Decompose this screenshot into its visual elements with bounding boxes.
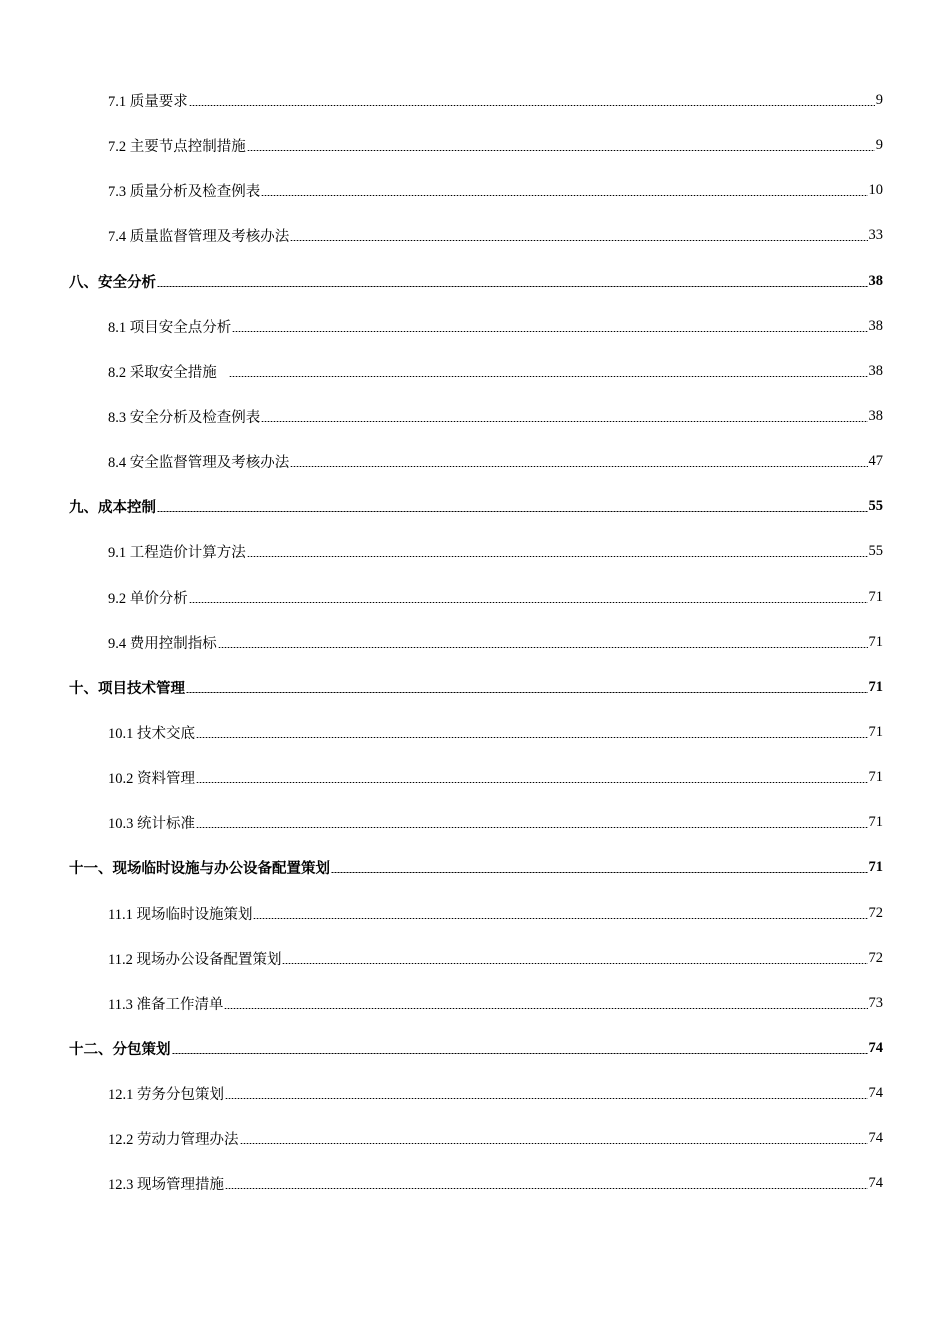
toc-leader-dots xyxy=(253,918,867,919)
toc-entry-page: 73 xyxy=(868,994,883,1011)
toc-entry[interactable] xyxy=(0,1161,950,1206)
table-of-contents xyxy=(0,78,950,1207)
toc-entry-title: 九、成本控制 xyxy=(69,500,156,517)
toc-entry-page: 74 xyxy=(868,1085,883,1102)
toc-leader-dots xyxy=(186,692,868,693)
toc-leader-dots xyxy=(229,376,868,377)
toc-entry[interactable] xyxy=(0,936,950,981)
toc-entry[interactable] xyxy=(0,575,950,620)
toc-entry[interactable] xyxy=(0,213,950,258)
toc-leader-dots xyxy=(331,872,868,873)
toc-leader-dots xyxy=(196,827,868,828)
toc-entry-title: 10.1 技术交底 xyxy=(108,726,195,743)
toc-leader-dots xyxy=(172,1053,868,1054)
toc-entry-title: 10.2 资料管理 xyxy=(108,771,195,788)
toc-entry-page: 74 xyxy=(868,1040,883,1057)
toc-entry-page: 71 xyxy=(868,633,883,650)
toc-entry-page: 71 xyxy=(868,769,883,786)
toc-entry-title: 十、项目技术管理 xyxy=(69,680,185,697)
toc-entry[interactable] xyxy=(0,620,950,665)
toc-leader-dots xyxy=(196,737,868,738)
toc-entry-title: 9.2 单价分析 xyxy=(108,590,188,607)
toc-entry-page: 10 xyxy=(868,182,883,199)
toc-entry-page: 33 xyxy=(868,227,883,244)
toc-leader-dots xyxy=(218,647,868,648)
toc-entry[interactable] xyxy=(0,1116,950,1161)
toc-leader-dots xyxy=(282,963,867,964)
toc-chapter-entry[interactable] xyxy=(0,259,950,304)
toc-entry-page: 55 xyxy=(868,543,883,560)
toc-entry-title: 8.3 安全分析及检查例表 xyxy=(108,410,261,427)
toc-entry-title: 八、安全分析 xyxy=(69,274,156,291)
toc-entry-page: 74 xyxy=(868,1130,883,1147)
toc-entry-title: 7.3 质量分析及检查例表 xyxy=(108,184,261,201)
toc-entry-page: 55 xyxy=(868,498,883,515)
toc-entry[interactable] xyxy=(0,755,950,800)
toc-entry-page: 72 xyxy=(868,904,883,921)
toc-leader-dots xyxy=(240,1143,868,1144)
toc-leader-dots xyxy=(157,286,868,287)
toc-entry-title: 7.4 质量监督管理及考核办法 xyxy=(108,229,290,246)
toc-entry[interactable] xyxy=(0,1071,950,1116)
toc-entry[interactable] xyxy=(0,123,950,168)
toc-entry-page: 38 xyxy=(868,317,883,334)
toc-entry-title: 7.2 主要节点控制措施 xyxy=(108,139,246,156)
toc-entry-title: 7.1 质量要求 xyxy=(108,94,188,111)
toc-entry-page: 71 xyxy=(868,859,883,876)
toc-entry-page: 38 xyxy=(868,362,883,379)
toc-entry-page: 71 xyxy=(868,678,883,695)
toc-entry-title: 12.3 现场管理措施 xyxy=(108,1177,224,1194)
toc-entry-page: 72 xyxy=(868,949,883,966)
toc-entry-title: 8.4 安全监督管理及考核办法 xyxy=(108,455,290,472)
toc-chapter-entry[interactable] xyxy=(0,665,950,710)
toc-chapter-entry[interactable] xyxy=(0,845,950,890)
toc-leader-dots xyxy=(247,150,875,151)
toc-leader-dots xyxy=(247,556,868,557)
toc-leader-dots xyxy=(225,1188,868,1189)
toc-leader-dots xyxy=(189,105,875,106)
toc-entry-page: 47 xyxy=(868,453,883,470)
toc-leader-dots xyxy=(224,1008,867,1009)
toc-entry[interactable] xyxy=(0,710,950,755)
toc-entry-title: 8.1 项目安全点分析 xyxy=(108,319,232,336)
toc-entry[interactable] xyxy=(0,891,950,936)
toc-leader-dots xyxy=(261,195,867,196)
toc-entry-page: 71 xyxy=(868,814,883,831)
toc-chapter-entry[interactable] xyxy=(0,484,950,529)
toc-entry-page: 74 xyxy=(868,1175,883,1192)
toc-leader-dots xyxy=(261,421,867,422)
toc-leader-dots xyxy=(225,1098,868,1099)
toc-entry-title: 11.3 准备工作清单 xyxy=(108,996,224,1013)
toc-leader-dots xyxy=(290,240,867,241)
toc-entry-title: 12.1 劳务分包策划 xyxy=(108,1087,224,1104)
toc-leader-dots xyxy=(196,782,868,783)
toc-entry-title: 12.2 劳动力管理办法 xyxy=(108,1132,239,1149)
toc-entry-title: 9.1 工程造价计算方法 xyxy=(108,545,246,562)
toc-entry-page: 38 xyxy=(868,408,883,425)
toc-entry-title: 11.1 现场临时设施策划 xyxy=(108,906,253,923)
toc-entry[interactable] xyxy=(0,349,950,394)
toc-entry[interactable] xyxy=(0,78,950,123)
toc-chapter-entry[interactable] xyxy=(0,1026,950,1071)
toc-entry[interactable] xyxy=(0,529,950,574)
toc-entry-title: 十一、现场临时设施与办公设备配置策划 xyxy=(69,861,330,878)
toc-entry-title: 9.4 费用控制指标 xyxy=(108,635,217,652)
toc-leader-dots xyxy=(189,602,868,603)
toc-entry-title: 十二、分包策划 xyxy=(69,1042,171,1059)
toc-entry-page: 9 xyxy=(875,92,883,109)
toc-entry-title: 8.2 采取安全措施 xyxy=(108,364,228,381)
toc-entry[interactable] xyxy=(0,800,950,845)
toc-entry[interactable] xyxy=(0,439,950,484)
toc-entry[interactable] xyxy=(0,394,950,439)
toc-entry-title: 10.3 统计标准 xyxy=(108,816,195,833)
toc-entry[interactable] xyxy=(0,981,950,1026)
toc-entry-page: 71 xyxy=(868,588,883,605)
toc-entry[interactable] xyxy=(0,168,950,213)
toc-leader-dots xyxy=(232,331,867,332)
toc-entry[interactable] xyxy=(0,304,950,349)
toc-leader-dots xyxy=(290,466,867,467)
toc-entry-page: 9 xyxy=(875,137,883,154)
toc-entry-page: 38 xyxy=(868,272,883,289)
toc-entry-page: 71 xyxy=(868,724,883,741)
toc-leader-dots xyxy=(157,511,868,512)
toc-entry-title: 11.2 现场办公设备配置策划 xyxy=(108,951,282,968)
